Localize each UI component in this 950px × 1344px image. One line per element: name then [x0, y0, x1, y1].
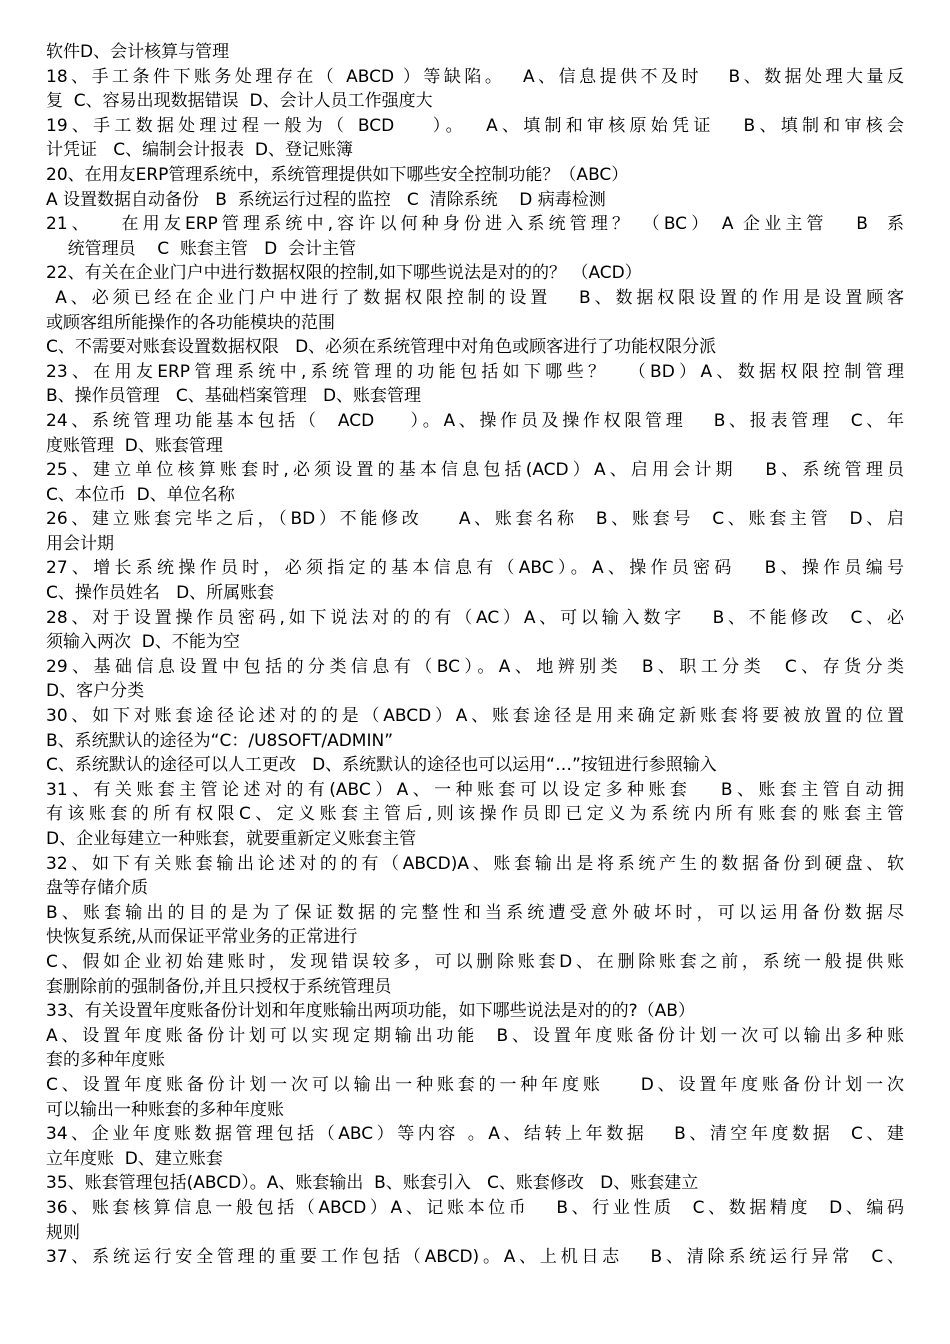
- text-line: 套的多种年度账: [46, 1050, 165, 1071]
- text-line: 28、对于设置操作员密码,如下说法对的的有（AC）A、可以输入数字 B、不能修改 C、必: [46, 607, 904, 628]
- text-line: 规则: [46, 1222, 80, 1243]
- text-line: 软件D、会计核算与管理: [46, 42, 230, 62]
- text-line: C、系统默认的途径可以人工更改 D、系统默认的途径也可以运用“…”按钮进行参照输入: [46, 755, 717, 776]
- text-line: 22、有关在企业门户中进行数据权限的控制,如下哪些说法是对的的？ （ACD）: [46, 263, 642, 284]
- text-line: B、操作员管理 C、基础档案管理 D、账套管理: [46, 386, 422, 407]
- text-line: 可以输出一种账套的多种年度账: [46, 1099, 284, 1120]
- text-line: C、设置年度账备份计划一次可以输出一种账套的一种年度账 D、设置年度账备份计划一次: [46, 1074, 904, 1095]
- text-line: 有该账套的所有权限C、定义账套主管后,则该操作员即已定义为系统内所有账套的账套主管: [46, 804, 904, 825]
- text-line: 21、 在用友ERP管理系统中,容许以何种身份进入系统管理？ （BC） A 企业主管 B 系: [46, 214, 904, 235]
- text-line: 23、在用友ERP管理系统中,系统管理的功能包括如下哪些？ （BD）A、数据权限控制管理: [46, 361, 904, 382]
- text-line: C、不需要对账套设置数据权限 D、必须在系统管理中对角色或顾客进行了功能权限分派: [46, 337, 717, 358]
- text-line: 27、增长系统操作员时，必须指定的基本信息有（ABC）。A、操作员密码 B、操作员编号: [46, 558, 904, 579]
- text-line: 用会计期: [46, 533, 114, 554]
- text-line: D、企业每建立一种账套，就要重新定义账套主管: [46, 829, 417, 849]
- text-line: 25、建立单位核算账套时,必须设置的基本信息包括(ACD）A、启用会计期 B、系统管理员: [46, 460, 904, 481]
- text-line: 31、有关账套主管论述对的有(ABC）A、一种账套可以设定多种账套 B、账套主管自动拥: [46, 779, 904, 800]
- text-line: 37、系统运行安全管理的重要工作包括（ABCD)。A、上机日志 B、清除系统运行异常 C、: [46, 1247, 904, 1268]
- text-line: 24、系统管理功能基本包括（ ACD ）。A、操作员及操作权限管理 B、报表管理 C、年: [46, 410, 904, 431]
- text-line: 19、手工数据处理过程一般为（ BCD ）。 A、填制和审核原始凭证 B、填制和审核会: [46, 115, 904, 136]
- text-line: 33、有关设置年度账备份计划和年度账输出两项功能，如下哪些说法是对的的?（AB）: [46, 1001, 695, 1022]
- text-line: D、客户分类: [46, 681, 145, 702]
- text-line: 18、手工条件下账务处理存在（ ABCD ）等缺陷。 A、信息提供不及时 B、数据处理大量反: [46, 66, 904, 87]
- text-line: 套删除前的强制备份,并且只授权于系统管理员: [46, 976, 392, 997]
- text-line: 32、如下有关账套输出论述对的的有（ABCD)A、账套输出是将系统产生的数据备份到硬盘、软: [46, 853, 904, 874]
- text-line: C、假如企业初始建账时，发现错误较多，可以删除账套D、在删除账套之前，系统一般提供账: [46, 951, 904, 972]
- text-line: 30、如下对账套途径论述对的的是（ABCD）A、账套途径是用来确定新账套将要被放置的位置: [46, 706, 904, 727]
- text-line: 盘等存储介质: [46, 878, 148, 899]
- text-line: C、操作员姓名 D、所属账套: [46, 583, 275, 604]
- text-line: A、设置年度账备份计划可以实现定期输出功能 B、设置年度账备份计划一次可以输出多种账: [46, 1025, 904, 1046]
- text-line: 36、账套核算信息一般包括（ABCD）A、记账本位币 B、行业性质 C、数据精度 D、编码: [46, 1197, 904, 1218]
- text-line: 34、企业年度账数据管理包括（ABC）等内容 。A、结转上年数据 B、清空年度数据 C、建: [46, 1124, 904, 1145]
- text-line: 26、建立账套完毕之后，（BD）不能修改 A、账套名称 B、账套号 C、账套主管 D、启: [46, 509, 904, 530]
- text-line: B、系统默认的途径为“C：/U8SOFT/ADMIN”: [46, 730, 394, 751]
- text-line: C、本位币 D、单位名称: [46, 484, 235, 505]
- text-line: A、必须已经在企业门户中进行了数据权限控制的设置 B、数据权限设置的作用是设置顾客: [46, 287, 904, 308]
- text-line: 度账管理 D、账套管理: [46, 435, 223, 456]
- text-line: 统管理员 C 账套主管 D 会计主管: [46, 238, 357, 259]
- text-line: 35、账套管理包括(ABCD）。A、账套输出 B、账套引入 C、账套修改 D、账套建立: [46, 1173, 699, 1194]
- text-line: 计凭证 C、编制会计报表 D、登记账簿: [46, 140, 353, 161]
- text-line: 复 C、容易出现数据错误 D、会计人员工作强度大: [46, 91, 433, 112]
- text-line: 立年度账 D、建立账套: [46, 1148, 223, 1169]
- text-line: 29、基础信息设置中包括的分类信息有（BC）。A、地辨别类 B、职工分类 C、存货分类: [46, 656, 904, 677]
- text-line: 须输入两次 D、不能为空: [46, 632, 240, 653]
- text-line: 快恢复系统,从而保证平常业务的正常进行: [46, 927, 358, 948]
- text-line: 或顾客组所能操作的各功能模块的范围: [46, 312, 335, 333]
- text-line: B、账套输出的目的是为了保证数据的完整性和当系统遭受意外破坏时，可以运用备份数据尽: [46, 902, 904, 923]
- text-line: A 设置数据自动备份 B 系统运行过程的监控 C 清除系统 D 病毒检测: [46, 189, 606, 210]
- text-line: 20、在用友ERP管理系统中，系统管理提供如下哪些安全控制功能？（ABC）: [46, 164, 629, 185]
